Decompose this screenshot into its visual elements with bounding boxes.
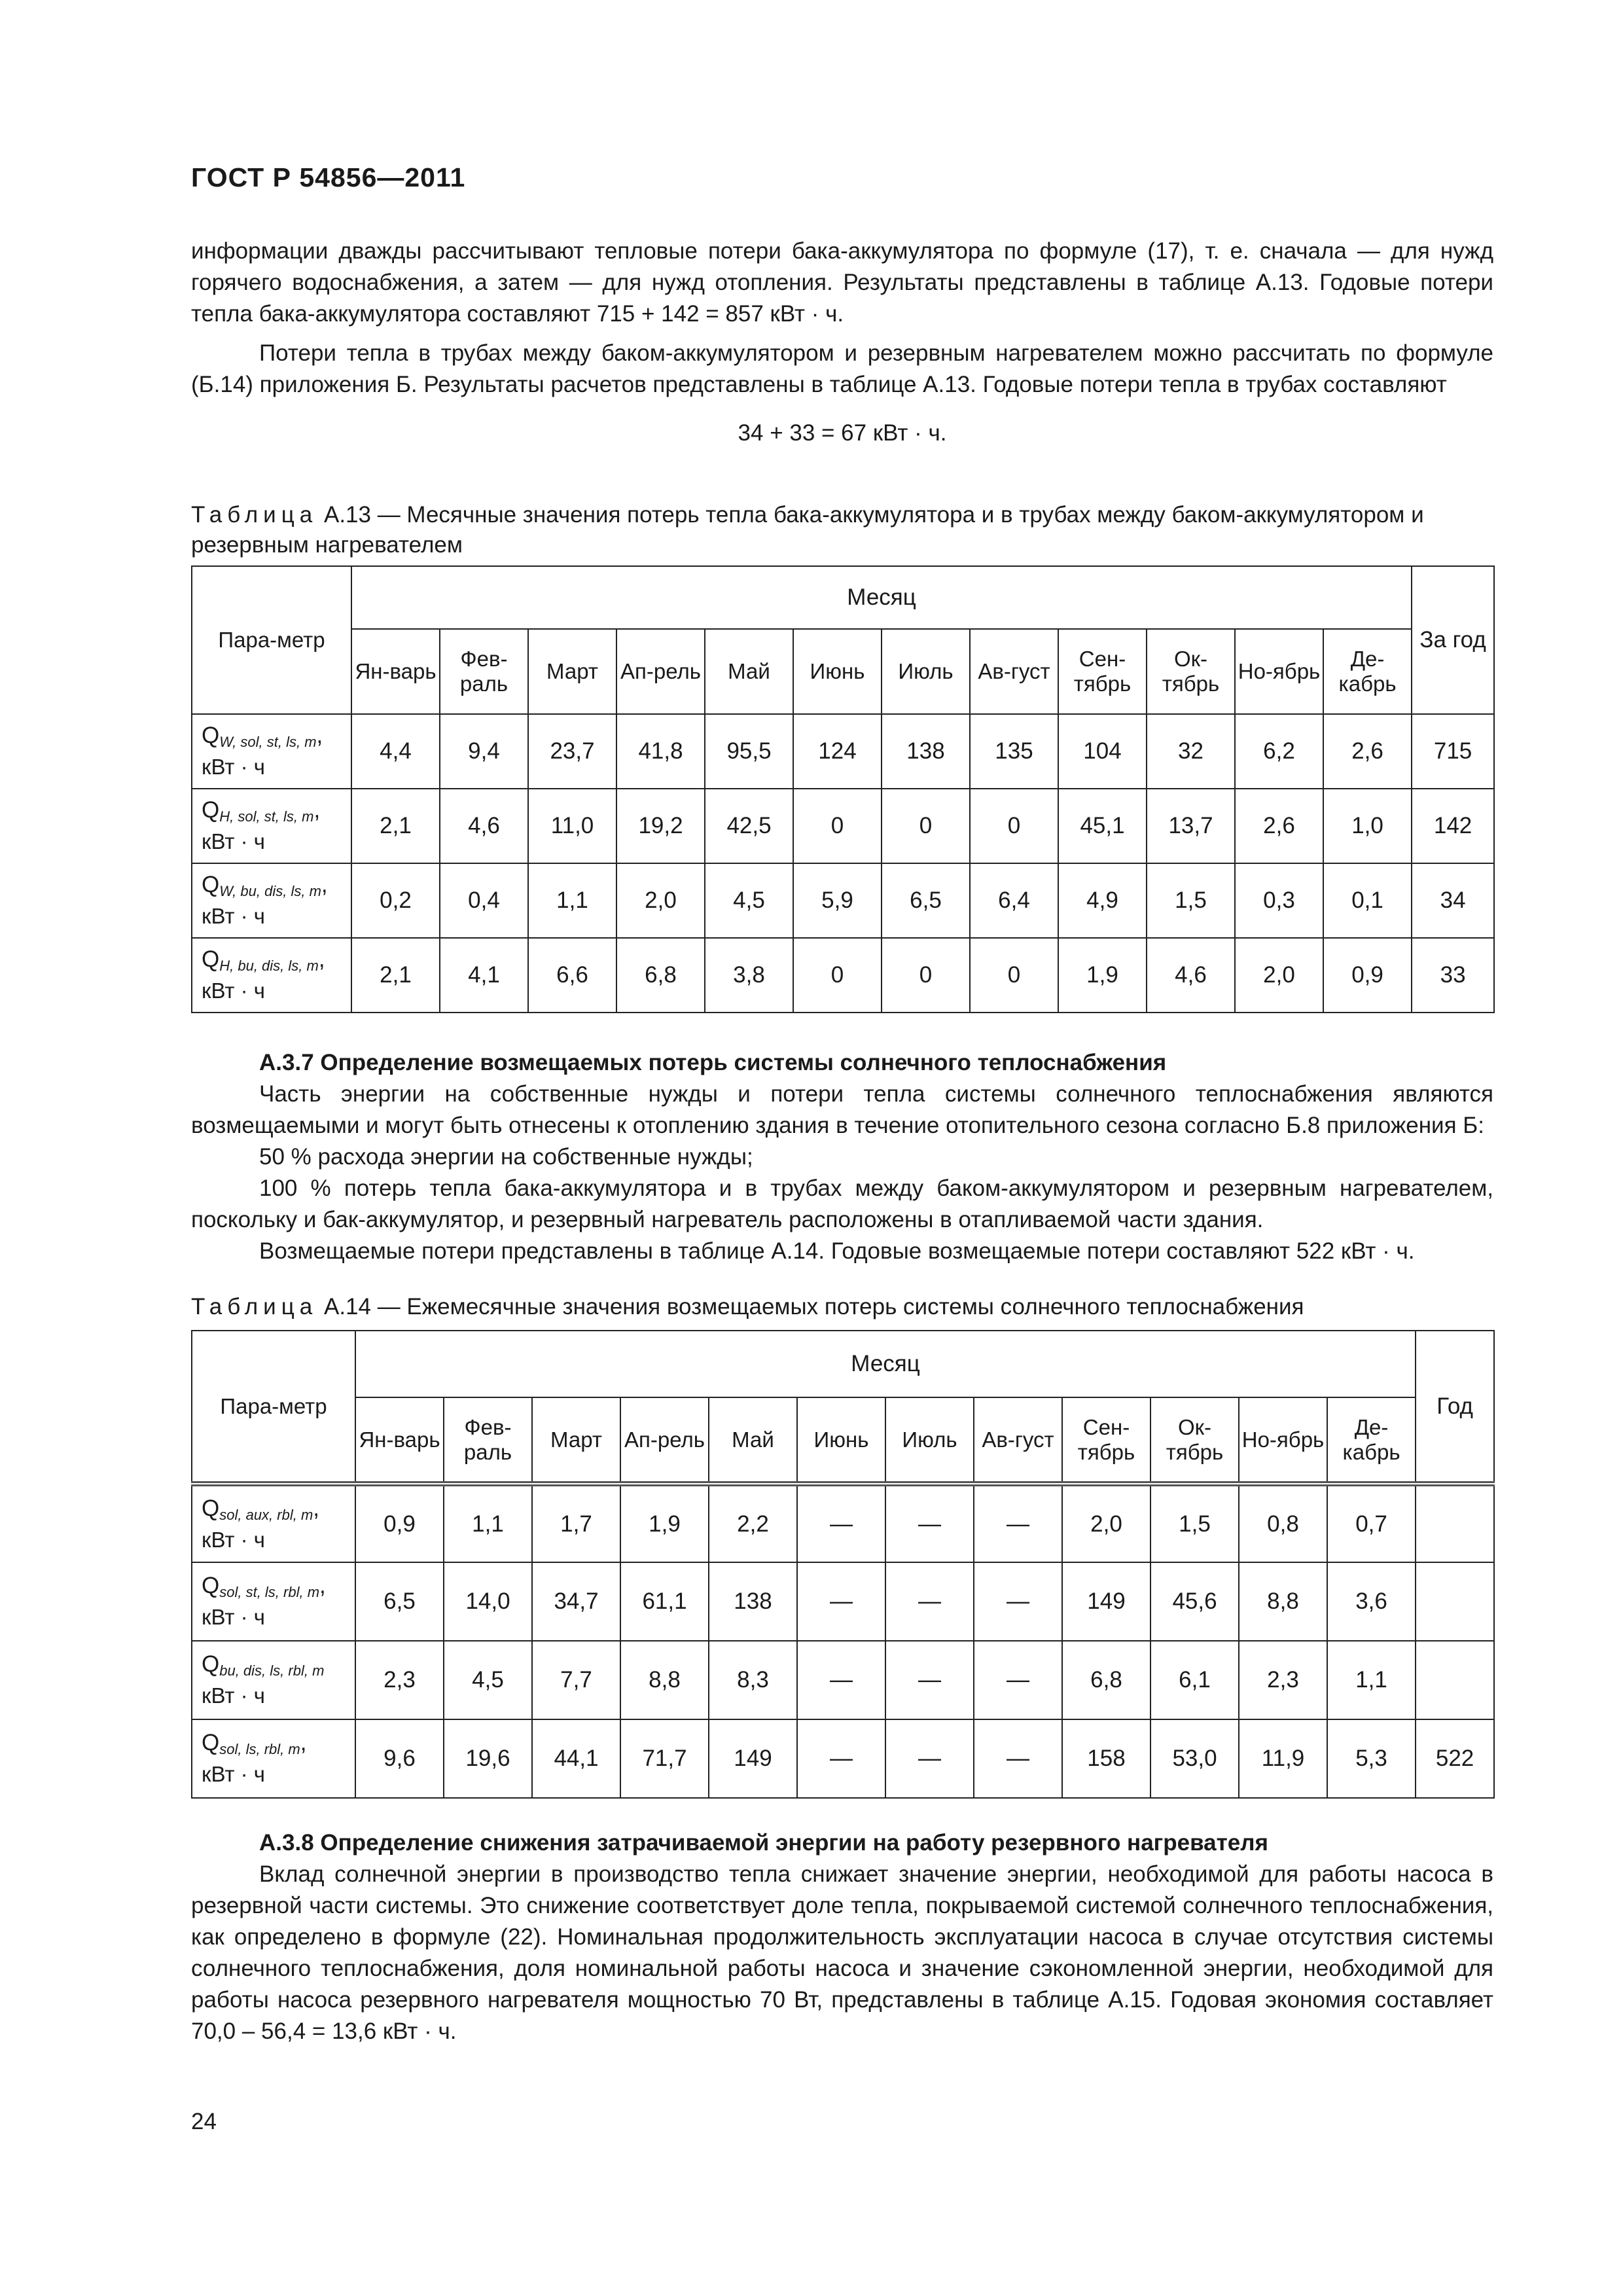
parameter-cell: Qsol, ls, rbl, m, кВт · ч: [192, 1719, 355, 1798]
total-cell: [1416, 1641, 1494, 1719]
value-cell: 71,7: [620, 1719, 709, 1798]
value-cell: 1,9: [620, 1484, 709, 1562]
month-header-cell: Май: [709, 1397, 797, 1484]
value-cell: 135: [970, 714, 1058, 789]
value-cell: —: [885, 1484, 974, 1562]
value-cell: 6,5: [882, 863, 970, 938]
value-cell: —: [797, 1719, 885, 1798]
section-a38-heading: А.3.8 Определение снижения затрачиваемой энергии на работу резервного нагревателя: [259, 1830, 1268, 1856]
value-cell: 2,1: [351, 789, 440, 863]
param-header: Пара-метр: [192, 566, 351, 714]
value-cell: 45,1: [1058, 789, 1147, 863]
table-row: [192, 714, 1494, 789]
month-header-cell: Ав-густ: [970, 629, 1058, 714]
value-cell: 2,3: [1239, 1641, 1327, 1719]
value-cell: 1,1: [1327, 1641, 1416, 1719]
caption-label: Таблица: [191, 1294, 318, 1319]
months-row: [192, 629, 1494, 714]
value-cell: —: [885, 1562, 974, 1641]
month-header: Месяц: [355, 1331, 1416, 1397]
value-cell: 0,2: [351, 863, 440, 938]
value-cell: 138: [709, 1562, 797, 1641]
intro-paragraph-1: информации дважды рассчитывают тепловые потери бака-аккумулятора по формуле (17), т. е. сначала — для нужд горячего водоснабжения, а затем — для нужд отопления. Результаты представлены в таблице А.13. Годовые потери тепла бака-аккумулятора составляют 715 + 142 = 857 кВт · ч.: [191, 238, 1493, 327]
value-cell: 124: [793, 714, 882, 789]
value-cell: 149: [709, 1719, 797, 1798]
value-cell: 4,5: [444, 1641, 532, 1719]
total-cell: [1416, 1562, 1494, 1641]
value-cell: —: [797, 1562, 885, 1641]
month-header-cell: Ян-варь: [351, 629, 440, 714]
table-row: [192, 938, 1494, 1013]
month-header: Месяц: [351, 566, 1412, 629]
value-cell: 138: [882, 714, 970, 789]
value-cell: —: [974, 1484, 1062, 1562]
value-cell: 2,0: [616, 863, 705, 938]
value-cell: 0,7: [1327, 1484, 1416, 1562]
month-header-cell: Де-кабрь: [1323, 629, 1412, 714]
month-header-cell: Сен-тябрь: [1058, 629, 1147, 714]
month-header-cell: Май: [705, 629, 793, 714]
value-cell: 0,3: [1235, 863, 1323, 938]
month-header-cell: Март: [528, 629, 616, 714]
month-header-cell: Но-ябрь: [1239, 1397, 1327, 1484]
value-cell: 8,3: [709, 1641, 797, 1719]
value-cell: 2,0: [1235, 938, 1323, 1013]
month-header-cell: Де-кабрь: [1327, 1397, 1416, 1484]
value-cell: 0: [793, 938, 882, 1013]
total-cell: 34: [1412, 863, 1494, 938]
table-row: [192, 1719, 1494, 1798]
month-header-cell: Июнь: [793, 629, 882, 714]
month-header-cell: Ян-варь: [355, 1397, 444, 1484]
value-cell: 1,0: [1323, 789, 1412, 863]
value-cell: —: [974, 1562, 1062, 1641]
value-cell: 4,5: [705, 863, 793, 938]
month-header-cell: Июль: [882, 629, 970, 714]
value-cell: 1,1: [444, 1484, 532, 1562]
value-cell: 53,0: [1150, 1719, 1239, 1798]
value-cell: 0: [882, 789, 970, 863]
parameter-cell: Qbu, dis, ls, rbl, m кВт · ч: [192, 1641, 355, 1719]
table-a14: [191, 1330, 1495, 1799]
value-cell: 4,6: [1147, 938, 1235, 1013]
value-cell: 158: [1062, 1719, 1150, 1798]
value-cell: 1,7: [532, 1484, 620, 1562]
value-cell: 19,6: [444, 1719, 532, 1798]
months-row: [192, 1397, 1494, 1484]
value-cell: 44,1: [532, 1719, 620, 1798]
value-cell: 8,8: [1239, 1562, 1327, 1641]
section-a37-paragraph-1: Часть энергии на собственные нужды и потери тепла системы солнечного теплоснабжения являются возмещаемыми и могут быть отнесены к отоплению здания в течение отопительного сезона согласно Б.8 приложения Б:: [191, 1081, 1493, 1138]
value-cell: —: [974, 1719, 1062, 1798]
table-row: [192, 863, 1494, 938]
value-cell: 1,9: [1058, 938, 1147, 1013]
value-cell: 41,8: [616, 714, 705, 789]
value-cell: —: [974, 1641, 1062, 1719]
table-row: [192, 1562, 1494, 1641]
total-cell: 142: [1412, 789, 1494, 863]
value-cell: 32: [1147, 714, 1235, 789]
value-cell: 4,9: [1058, 863, 1147, 938]
value-cell: 11,0: [528, 789, 616, 863]
section-a37-heading: А.3.7 Определение возмещаемых потерь системы солнечного теплоснабжения: [259, 1050, 1167, 1075]
value-cell: 42,5: [705, 789, 793, 863]
month-header-cell: Ап-рель: [620, 1397, 709, 1484]
value-cell: 19,2: [616, 789, 705, 863]
total-cell: 522: [1416, 1719, 1494, 1798]
parameter-cell: QH, bu, dis, ls, m, кВт · ч: [192, 938, 351, 1013]
value-cell: 13,7: [1147, 789, 1235, 863]
value-cell: 11,9: [1239, 1719, 1327, 1798]
table-a13-caption: [191, 500, 1493, 560]
value-cell: 104: [1058, 714, 1147, 789]
total-cell: 715: [1412, 714, 1494, 789]
value-cell: 149: [1062, 1562, 1150, 1641]
value-cell: 0: [970, 789, 1058, 863]
value-cell: 6,5: [355, 1562, 444, 1641]
value-cell: 34,7: [532, 1562, 620, 1641]
value-cell: 1,5: [1150, 1484, 1239, 1562]
value-cell: 0,1: [1323, 863, 1412, 938]
table-a13: [191, 565, 1495, 1013]
month-header-cell: Фев-раль: [444, 1397, 532, 1484]
month-header-cell: Ок-тябрь: [1150, 1397, 1239, 1484]
table-row: [192, 1641, 1494, 1719]
value-cell: 6,4: [970, 863, 1058, 938]
section-a38-paragraph-1: Вклад солнечной энергии в производство тепла снижает значение энергии, необходимой для работы насоса в резервной части системы. Это снижение соответствует доле тепла, покрываемой системой солнечного теплоснабжения, как определено в формуле (22). Номинальная продолжительность эксплуатации насоса в случае отсутствия системы солнечного теплоснабжения, доля номинальной работы насоса и значение сэкономленной энергии, необходимой для работы насоса резервного нагревателя мощностью 70 Вт, представлены в таблице А.15. Годовая экономия составляет 70,0 – 56,4 = 13,6 кВт · ч.: [191, 1861, 1493, 2044]
month-header-cell: Ок-тябрь: [1147, 629, 1235, 714]
month-header-cell: Ав-густ: [974, 1397, 1062, 1484]
section-a37: [191, 1047, 1493, 1267]
value-cell: 4,6: [440, 789, 528, 863]
month-header-cell: Июль: [885, 1397, 974, 1484]
value-cell: 5,3: [1327, 1719, 1416, 1798]
value-cell: 2,1: [351, 938, 440, 1013]
total-header: Год: [1416, 1331, 1494, 1484]
total-header: За год: [1412, 566, 1494, 714]
value-cell: 2,0: [1062, 1484, 1150, 1562]
caption-text: А.14 — Ежемесячные значения возмещаемых потерь системы солнечного теплоснабжения: [323, 1294, 1304, 1319]
month-header-cell: Ап-рель: [616, 629, 705, 714]
value-cell: 0: [882, 938, 970, 1013]
section-a38: [191, 1827, 1493, 2047]
standard-title: ГОСТ Р 54856—2011: [191, 162, 466, 192]
value-cell: 0,9: [1323, 938, 1412, 1013]
section-a37-paragraph-2: 50 % расхода энергии на собственные нужды;: [259, 1144, 753, 1170]
value-cell: 6,1: [1150, 1641, 1239, 1719]
value-cell: 0,8: [1239, 1484, 1327, 1562]
section-a37-paragraph-4: Возмещаемые потери представлены в таблице А.14. Годовые возмещаемые потери составляют 522 кВт · ч.: [259, 1238, 1415, 1264]
value-cell: 4,4: [351, 714, 440, 789]
value-cell: 1,5: [1147, 863, 1235, 938]
value-cell: 95,5: [705, 714, 793, 789]
value-cell: —: [797, 1641, 885, 1719]
month-header-cell: Июнь: [797, 1397, 885, 1484]
parameter-cell: Qsol, aux, rbl, m, кВт · ч: [192, 1484, 355, 1562]
value-cell: —: [885, 1719, 974, 1798]
value-cell: 2,6: [1323, 714, 1412, 789]
caption-label: Таблица: [191, 502, 318, 528]
parameter-cell: QW, sol, st, ls, m, кВт · ч: [192, 714, 351, 789]
value-cell: 0: [970, 938, 1058, 1013]
value-cell: 2,6: [1235, 789, 1323, 863]
value-cell: —: [885, 1641, 974, 1719]
value-cell: 6,6: [528, 938, 616, 1013]
table-row: [192, 789, 1494, 863]
value-cell: 45,6: [1150, 1562, 1239, 1641]
value-cell: 9,6: [355, 1719, 444, 1798]
param-header: Пара-метр: [192, 1331, 355, 1484]
parameter-cell: Qsol, st, ls, rbl, m, кВт · ч: [192, 1562, 355, 1641]
parameter-cell: QH, sol, st, ls, m, кВт · ч: [192, 789, 351, 863]
month-header-cell: Фев-раль: [440, 629, 528, 714]
value-cell: —: [797, 1484, 885, 1562]
value-cell: 3,8: [705, 938, 793, 1013]
value-cell: 0: [793, 789, 882, 863]
intro-block: [191, 236, 1493, 449]
value-cell: 0,9: [355, 1484, 444, 1562]
value-cell: 61,1: [620, 1562, 709, 1641]
formula-line: 34 + 33 = 67 кВт · ч.: [738, 420, 947, 446]
intro-paragraph-2: Потери тепла в трубах между баком-аккумулятором и резервным нагревателем можно рассчитать по формуле (Б.14) приложения Б. Результаты расчетов представлены в таблице А.13. Годовые потери тепла в трубах составляют: [191, 340, 1493, 397]
month-header-cell: Март: [532, 1397, 620, 1484]
value-cell: 0,4: [440, 863, 528, 938]
value-cell: 2,2: [709, 1484, 797, 1562]
value-cell: 1,1: [528, 863, 616, 938]
value-cell: 2,3: [355, 1641, 444, 1719]
table-row: [192, 1484, 1494, 1562]
value-cell: 6,2: [1235, 714, 1323, 789]
parameter-cell: QW, bu, dis, ls, m, кВт · ч: [192, 863, 351, 938]
value-cell: 23,7: [528, 714, 616, 789]
page-number: 24: [191, 2109, 217, 2134]
value-cell: 6,8: [616, 938, 705, 1013]
caption-text: А.13 — Месячные значения потерь тепла бака-аккумулятора и в трубах между баком-аккумулятором и резервным нагревателем: [191, 502, 1424, 558]
section-a37-paragraph-3: 100 % потерь тепла бака-аккумулятора и в трубах между баком-аккумулятором и резервным нагревателем, поскольку и бак-аккумулятор, и резервный нагреватель расположены в отапливаемой части здания.: [191, 1175, 1493, 1232]
table-a14-caption: [191, 1292, 1493, 1322]
month-header-cell: Сен-тябрь: [1062, 1397, 1150, 1484]
value-cell: 3,6: [1327, 1562, 1416, 1641]
value-cell: 7,7: [532, 1641, 620, 1719]
value-cell: 14,0: [444, 1562, 532, 1641]
value-cell: 9,4: [440, 714, 528, 789]
value-cell: 6,8: [1062, 1641, 1150, 1719]
total-cell: [1416, 1484, 1494, 1562]
value-cell: 8,8: [620, 1641, 709, 1719]
total-cell: 33: [1412, 938, 1494, 1013]
value-cell: 5,9: [793, 863, 882, 938]
value-cell: 4,1: [440, 938, 528, 1013]
month-header-cell: Но-ябрь: [1235, 629, 1323, 714]
